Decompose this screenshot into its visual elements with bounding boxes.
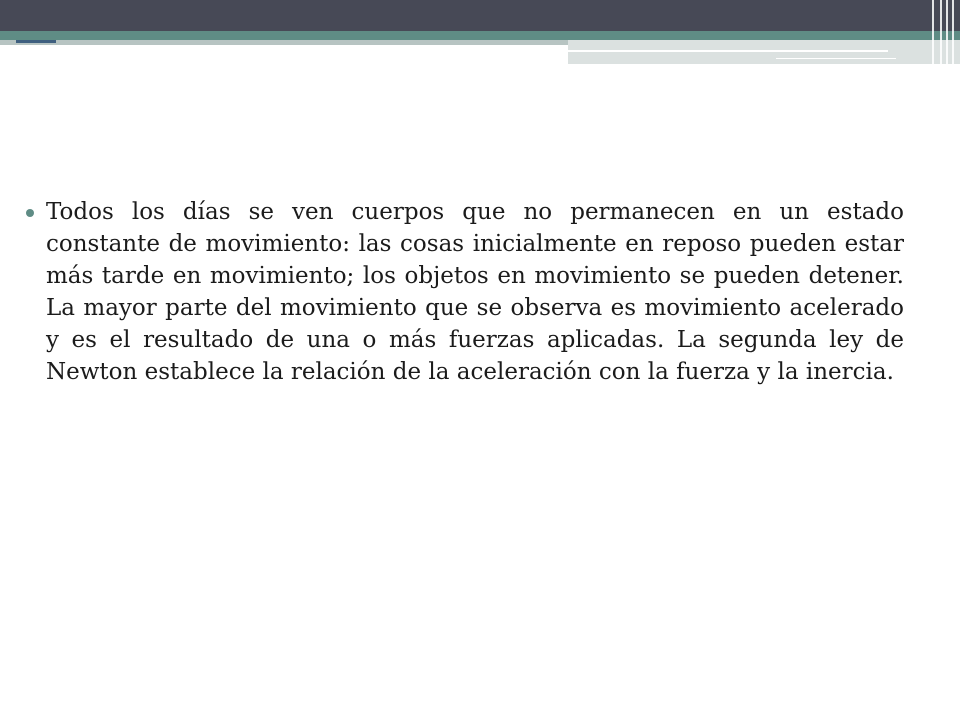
bullet-icon: [26, 209, 34, 217]
bullet-item: [24, 196, 904, 388]
header-blue-accent: [16, 40, 56, 43]
slide-body: [24, 196, 904, 388]
header-white-line-secondary: [776, 58, 896, 59]
header-white-line: [568, 50, 888, 52]
header-teal-band: [0, 31, 960, 40]
header-dark-band: [0, 0, 960, 31]
bullet-text: Todos los días se ven cuerpos que no permanecen en un estado constante de movimiento: las cosas inicialmente en reposo pueden estar más tarde en movimiento; los objetos en movimiento se pueden detener. La mayor parte del movimiento que se observa es movimiento acelerado y es el resultado de una o más fuerzas aplicadas. La segunda ley de Newton establece la relación de la aceleración con la fuerza y la inercia.: [46, 199, 904, 385]
header-gray-strip: [0, 40, 568, 45]
header-gray-block: [568, 40, 960, 64]
header-vertical-stripe: [940, 0, 942, 64]
header-vertical-stripe: [932, 0, 934, 64]
header-vertical-stripe: [946, 0, 948, 64]
header-vertical-stripe: [952, 0, 954, 64]
